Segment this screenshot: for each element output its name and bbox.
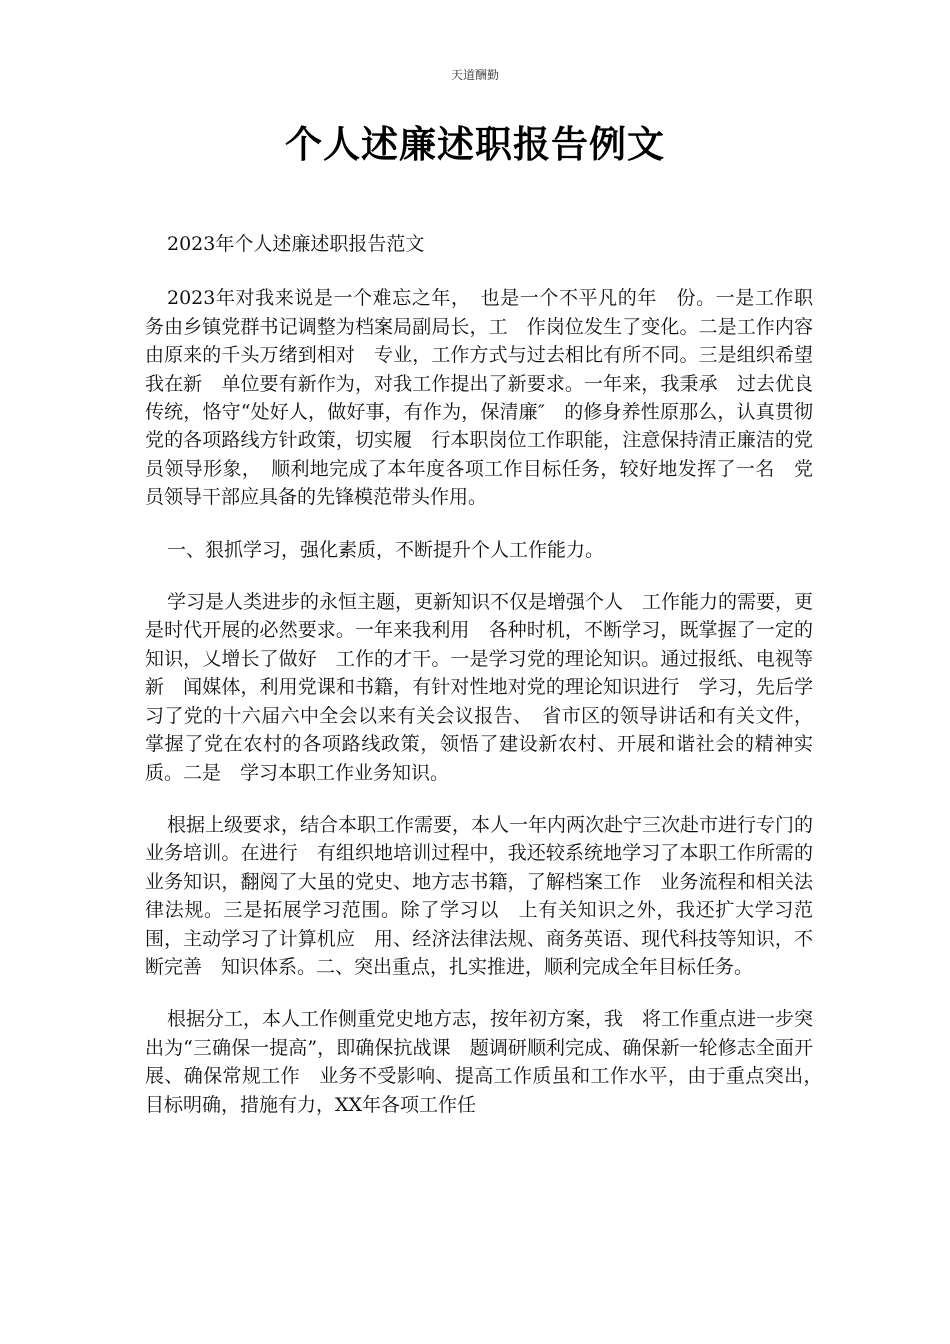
body-paragraph-study: 学习是人类进步的永恒主题，更新知识不仅是增强个人 工作能力的需要，更是时代开展的必然要求。一年来我利用 各种时机，不断学习，既掌握了一定的知识，乂增长了做好 工作的才干。一是学习党的理论知识。通过报纸、电视等新 闻媒体，利用党课和书籍，有针对性地对党的理论知识进行 学习，先后学习了党的十六届六中全会以来有关会议报告、 省市区的领导讲话和有关文件，掌握了党在农村的各项路线政策，领悟了建设新农村、开展和谐社会的精神实质。二是 学习本职工作业务知识。 [145,591,814,784]
body-paragraph-intro: 2023年对我来说是一个难忘之年， 也是一个不平凡的年 份。一是工作职务由乡镇党群书记调整为档案局副局长，工 作岗位发生了变化。二是工作内容由原来的千头万绪到相对 专业，工作方式与过去相比有所不同。三是组织希望我在新 单位要有新作为，对我工作提出了新要求。一年来，我秉承 过去优良传统，恪守“处好人，做好事，有作为，保清廉″ 的修身养性原那么，认真贯彻党的各项路线方针政策，切实履 行本职岗位工作职能，注意保持清正廉洁的党员领导形象， 顺利地完成了本年度各项工作目标任务，较好地发挥了一名 党员领导干部应具备的先锋模范带头作用。 [145,287,813,509]
body-paragraph-training: 根据上级要求，结合本职工作需要，本人一年内两次赴宁三次赴市进行专门的业务培训。在进行 有组织地培训过程中，我还较系统地学习了本职工作所需的 业务知识，翻阅了大虽的党史、地方志书籍，了解档案工作 业务流程和相关法律法规。三是拓展学习范围。除了学习以 上有关知识之外，我还扩大学习范围，主动学习了计算机应 用、经济法律法规、商务英语、现代科技等知识，不断完善 知识体系。二、突出重点，扎实推进，顺利完成全年目标任务。 [145,813,833,978]
document-title: 个人述廉述职报告例文 [285,123,665,166]
body-paragraph-tasks: 根据分工，本人工作侧重党史地方志，按年初方案，我 将工作重点进一步突出为“三确保一提高”，即确保抗战课 题调研顺利完成、确保新一轮修志全面开展、确保常规工作 业务不受影响、提高工作质虽和工作水平，由于重点突出， 目标明确，措施有力，XX年各项工作任 [145,1008,833,1116]
section-heading-1: 一、狠抓学习，强化素质，不断提升个人工作能力。 [167,538,605,561]
document-subtitle: 2023年个人述廉述职报告范文 [167,233,425,255]
page-header: 天道酬勤 [450,68,499,82]
document-body [145,230,833,1143]
